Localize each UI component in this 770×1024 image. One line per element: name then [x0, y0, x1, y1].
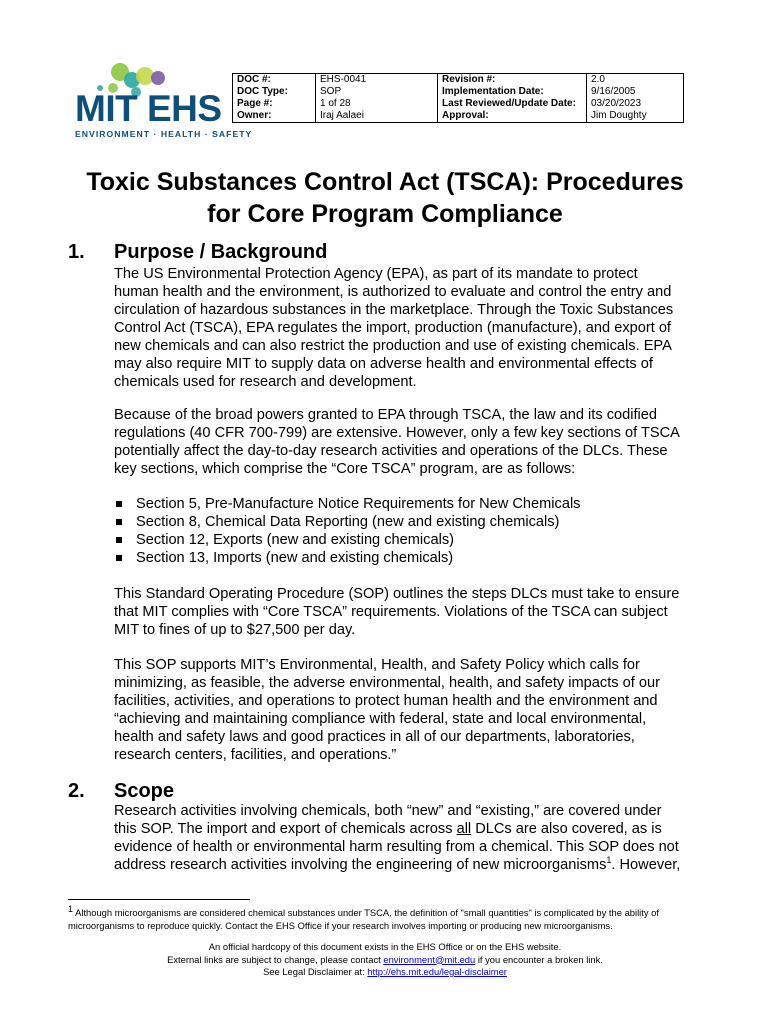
doc-number-label: DOC #: — [237, 74, 271, 85]
footnote-text: Although microorganisms are considered chemical substances under TSCA, the definition of "small quantities" is complicated by the ability of — [73, 907, 659, 918]
list-item — [114, 495, 714, 513]
owner-label: Owner: — [237, 110, 272, 121]
footnote-marker: 1 — [68, 903, 74, 914]
text-line: new chemicals and can also restrict the production and use of existing chemicals. EPA — [114, 338, 672, 354]
text-line: This Standard Operating Procedure (SOP) outlines the steps DLCs must take to ensure — [114, 586, 680, 602]
text-line — [114, 856, 714, 874]
email-link[interactable]: environment@mit.edu — [383, 953, 476, 965]
page-number-value: 1 of 28 — [320, 98, 351, 109]
section-1-paragraph-1 — [114, 265, 714, 391]
text-line: Research activities involving chemicals, both “new” and “existing,” are covered under — [114, 803, 662, 819]
text-fragment: this SOP. The import and export of chemicals across — [114, 821, 457, 837]
doc-type-value: SOP — [320, 86, 342, 97]
page-footer — [40, 941, 730, 979]
revision-labels-col — [438, 74, 587, 123]
section-2-paragraph-1 — [114, 802, 714, 874]
revision-label: Revision #: — [442, 74, 496, 85]
implementation-date-value: 9/16/2005 — [591, 86, 636, 97]
text-line: facilities, activities, and operations to protect human health and the environment and — [114, 693, 658, 709]
text-line: chemicals used for research and development. — [114, 374, 417, 390]
document-title — [40, 166, 730, 230]
implementation-date-label: Implementation Date: — [442, 86, 544, 97]
text-line: Control Act (TSCA), EPA regulates the import, production (manufacture), and export of — [114, 320, 671, 336]
footnote — [68, 903, 718, 932]
core-tsca-sections-list — [114, 495, 714, 567]
list-item-text: Section 5, Pre-Manufacture Notice Requirements for New Chemicals — [136, 496, 581, 512]
footer-text: if you encounter a broken link. — [475, 953, 603, 965]
doc-values-col — [316, 74, 438, 123]
text-line — [114, 820, 714, 838]
list-item — [114, 531, 714, 549]
text-line: This SOP supports MIT’s Environmental, Health, and Safety Policy which calls for — [114, 657, 640, 673]
text-line: Because of the broad powers granted to EPA through TSCA, the law and its codified — [114, 407, 658, 423]
doc-labels-col — [233, 74, 316, 123]
bullet-square-icon — [116, 501, 122, 507]
doc-number-value: EHS-0041 — [320, 74, 367, 85]
title-line-1: Toxic Substances Control Act (TSCA): Procedures — [86, 168, 684, 196]
footnote-line — [68, 903, 718, 919]
list-item — [114, 549, 714, 567]
last-reviewed-value: 03/20/2023 — [591, 98, 642, 109]
approval-value: Jim Doughty — [591, 110, 647, 121]
text-line: potentially affect the day-to-day research activities and operations of the DLCs. These — [114, 443, 668, 459]
text-line: research centers, facilities, and operations.” — [114, 747, 397, 763]
text-line: health and safety laws and good practices in all of our departments, laboratories, — [114, 729, 635, 745]
title-line-2: for Core Program Compliance — [207, 200, 563, 228]
legal-disclaimer-link[interactable]: http://ehs.mit.edu/legal-disclaimer — [367, 966, 507, 977]
text-fragment: address research activities involving the engineering of new microorganisms — [114, 857, 607, 873]
revision-values-col — [587, 74, 684, 123]
text-line: “achieving and maintaining compliance with federal, state and local environmental, — [114, 711, 647, 727]
text-line: The US Environmental Protection Agency (EPA), as part of its mandate to protect — [114, 266, 638, 282]
text-line: key sections, which comprise the “Core TSCA” program, are as follows: — [114, 461, 576, 477]
section-2-heading: Scope — [114, 780, 175, 802]
bullet-square-icon — [116, 519, 122, 525]
logo-wordmark: MIT EHS — [75, 88, 222, 129]
underlined-text: all — [456, 821, 472, 837]
section-1-paragraph-2 — [114, 406, 714, 478]
footer-text: See Legal Disclaimer at: — [263, 966, 368, 977]
last-reviewed-label: Last Reviewed/Update Date: — [442, 98, 576, 109]
section-2-number: 2. — [68, 780, 85, 802]
doc-type-label: DOC Type: — [237, 86, 288, 97]
footnote-reference[interactable]: 1 — [606, 855, 612, 866]
bullet-square-icon — [116, 555, 122, 561]
page-number-label: Page #: — [237, 98, 273, 109]
section-1-number: 1. — [68, 241, 85, 263]
approval-label: Approval: — [442, 110, 489, 121]
text-line: regulations (40 CFR 700-799) are extensive. However, only a few key sections of TSCA — [114, 425, 680, 441]
text-line: circulation of hazardous substances in the marketplace. Through the Toxic Substances — [114, 302, 674, 318]
text-fragment: DLCs are also covered, as is — [471, 821, 662, 837]
section-1-heading: Purpose / Background — [114, 241, 328, 263]
mit-ehs-logo — [70, 58, 253, 142]
text-line: human health and the environment, is authorized to evaluate and control the entry and — [114, 284, 672, 300]
section-1-paragraph-4 — [114, 656, 714, 764]
footer-line-3 — [40, 966, 730, 979]
footnote-line: microorganisms to reproduce quickly. Contact the EHS Office if your research involves importing or producing new microorganisms. — [68, 920, 613, 931]
list-item — [114, 513, 714, 531]
list-item-text: Section 13, Imports (new and existing chemicals) — [136, 550, 454, 566]
bullet-square-icon — [116, 537, 122, 543]
text-line: MIT to fines of up to $27,500 per day. — [114, 622, 356, 638]
document-info-row — [233, 74, 684, 123]
document-info-table — [232, 73, 684, 123]
text-line: may also require MIT to supply data on adverse health and environmental effects of — [114, 356, 653, 372]
owner-value: Iraj Aalaei — [320, 110, 364, 121]
list-item-text: Section 12, Exports (new and existing chemicals) — [136, 532, 454, 548]
section-1-paragraph-3 — [114, 585, 714, 639]
text-line: that MIT complies with “Core TSCA” requirements. Violations of the TSCA can subject — [114, 604, 668, 620]
footer-line-1: An official hardcopy of this document exists in the EHS Office or on the EHS website. — [208, 941, 562, 952]
footer-line-2 — [40, 954, 730, 967]
text-line: evidence of health or environmental harm resulting from a chemical. This SOP does not — [114, 839, 679, 855]
list-item-text: Section 8, Chemical Data Reporting (new and existing chemicals) — [136, 514, 560, 530]
revision-value: 2.0 — [591, 74, 605, 85]
logo-tagline: ENVIRONMENT · HEALTH · SAFETY — [75, 129, 253, 139]
footnote-separator — [68, 899, 250, 900]
footer-text: External links are subject to change, please contact — [167, 953, 384, 965]
text-fragment: . However, — [611, 857, 681, 873]
text-line: minimizing, as feasible, the adverse environmental, health, and safety impacts of our — [114, 675, 660, 691]
